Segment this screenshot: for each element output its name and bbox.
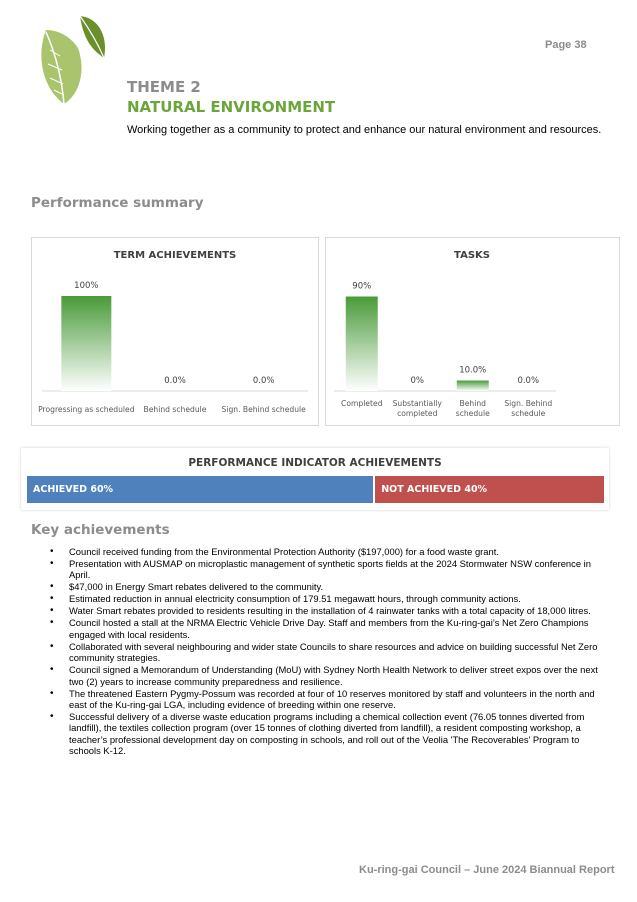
tasks-chart [325, 237, 620, 426]
performance-indicator-title: PERFORMANCE INDICATOR ACHIEVEMENTS [188, 457, 442, 469]
bar [61, 296, 111, 391]
category-label: Sign. Behind schedule [221, 405, 306, 414]
achievement-item: • Collaborated with several neighbouring and wider state Councils to share resources and advice on building successful Net Zero community strategies. [50, 641, 610, 664]
term-achievements-svg [32, 238, 318, 425]
achievement-item: • Successful delivery of a diverse waste education programs including a chemical collection event (76.05 tonnes diverted from landfill), the textiles collection program (over 15 tonnes of clothing diverted from landfill), a resident composting workshop, a teacher’s professional development day on composting in schools, and roll out of the Veolia 'The Recoverables' Program to schools K-12. [50, 711, 610, 757]
data-label: 0% [410, 376, 424, 386]
leaf-logo-icon [34, 10, 114, 110]
bar [457, 381, 489, 392]
chart-title: TERM ACHIEVEMENTS [113, 250, 237, 261]
performance-indicator-bar [27, 476, 604, 503]
theme-label: THEME 2 [127, 78, 201, 96]
achievement-item: • Presentation with AUSMAP on microplastic management of synthetic sports fields at the 2024 Stormwater NSW conference in April. [50, 558, 610, 581]
category-label: Progressing as scheduled [38, 405, 135, 414]
theme-description: Working together as a community to protect and enhance our natural environment and resources. [127, 124, 602, 136]
not-achieved-segment: NOT ACHIEVED 40% [373, 476, 604, 503]
achievement-item: • Estimated reduction in annual electricity consumption of 179.51 megawatt hours, through community actions. [50, 593, 610, 604]
category-label: Behind schedule [455, 399, 490, 418]
key-achievements-heading: Key achievements [31, 522, 170, 538]
performance-indicator-panel [21, 448, 609, 510]
data-label: 0.0% [517, 376, 540, 386]
category-label: Completed [341, 399, 383, 408]
category-label: Behind schedule [143, 405, 207, 414]
achievement-item: • Council received funding from the Environmental Protection Authority ($197,000) for a food waste grant. [50, 546, 610, 557]
term-achievements-chart [31, 237, 319, 426]
footer-text: Ku-ring-gai Council – June 2024 Biannual Report [359, 864, 615, 876]
achieved-segment: ACHIEVED 60% [27, 476, 373, 503]
achievement-item: • Council signed a Memorandum of Understanding (MoU) with Sydney North Health Network to deliver street expos over the next two (2) years to increase community preparedness and resilience. [50, 664, 610, 687]
achievement-item: • Water Smart rebates provided to residents resulting in the installation of 4 rainwater tanks with a total capacity of 18,000 litres. [50, 605, 610, 616]
performance-summary-heading: Performance summary [31, 195, 204, 211]
page-number: Page 38 [545, 39, 587, 51]
bar [346, 297, 378, 392]
achievement-item: • The threatened Eastern Pygmy-Possum was recorded at four of 10 reserves monitored by staff and volunteers in the north and east of the Ku-ring-gai LGA, including evidence of breeding within one reserve. [50, 688, 610, 711]
theme-title: NATURAL ENVIRONMENT [127, 98, 336, 116]
achievement-item: • Council hosted a stall at the NRMA Electric Vehicle Drive Day. Staff and members from the Ku-ring-gai’s Net Zero Champions engaged with local residents. [50, 617, 610, 640]
data-label: 10.0% [459, 365, 487, 376]
data-label: 0.0% [164, 376, 186, 386]
data-label: 100% [74, 281, 99, 291]
category-label: Sign. Behind schedule [504, 399, 553, 418]
chart-title: TASKS [454, 250, 490, 261]
tasks-svg [326, 238, 619, 425]
data-label: 0.0% [252, 376, 275, 386]
category-label: Substantially completed [392, 399, 442, 418]
achievements-list [50, 546, 610, 757]
data-label: 90% [352, 281, 372, 292]
achievement-item: • $47,000 in Energy Smart rebates delivered to the community. [50, 581, 610, 592]
